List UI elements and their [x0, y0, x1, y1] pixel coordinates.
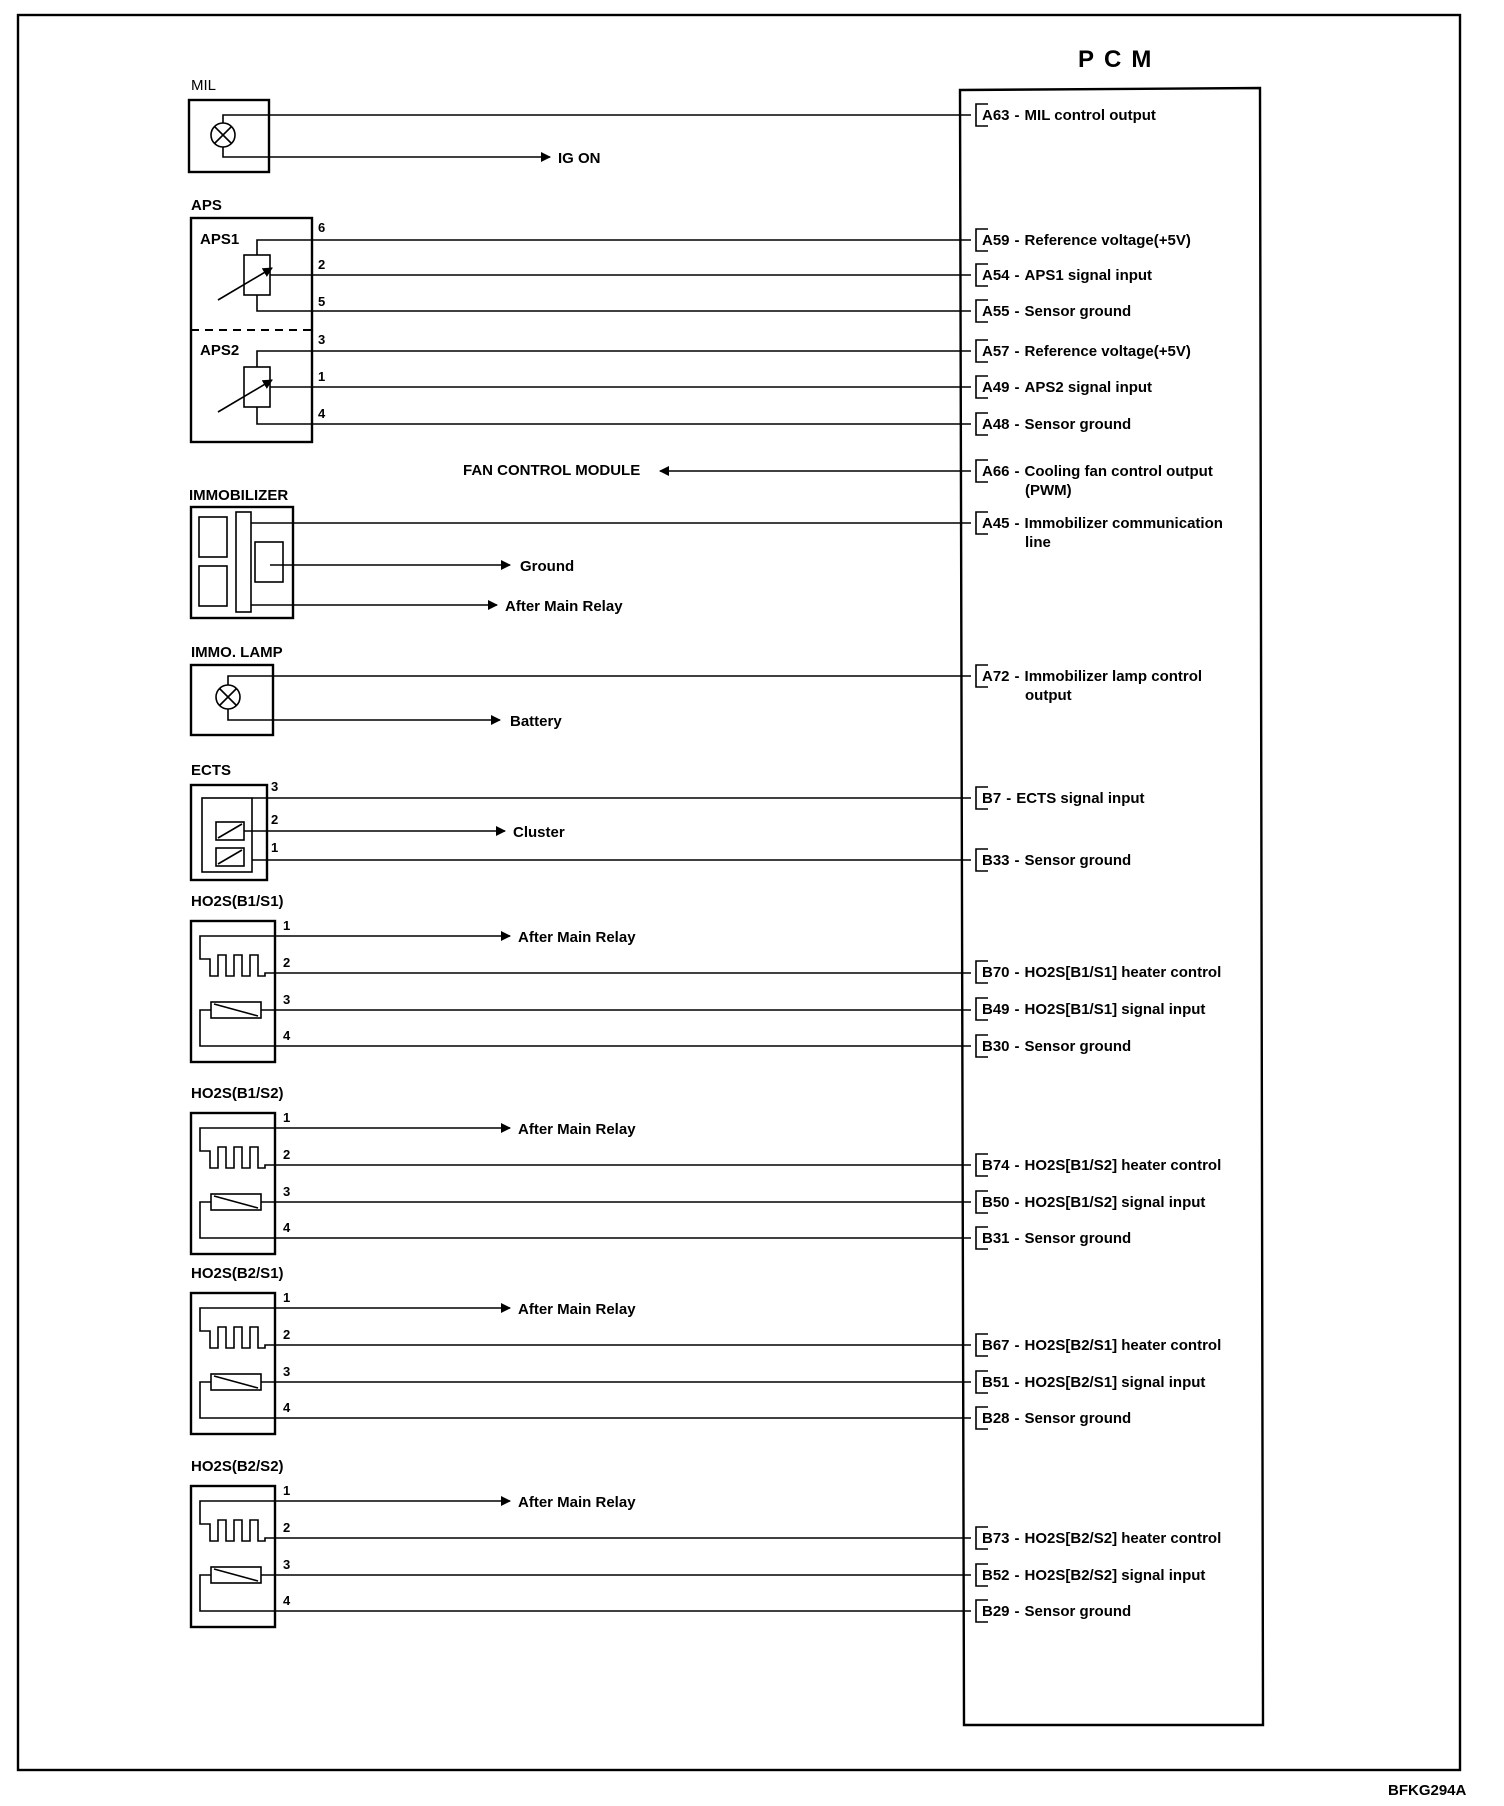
aps-pin: 5	[318, 294, 326, 309]
ho2s-pin: 2	[283, 1520, 291, 1535]
terminal-label: Sensor ground	[1024, 852, 1132, 869]
terminal-label: HO2S[B1/S1] signal input	[1024, 1001, 1206, 1018]
ho2s-pin: 1	[283, 1110, 291, 1125]
lamp-icon	[211, 123, 235, 147]
heater-icon	[200, 1128, 275, 1168]
pcm-terminal-b70	[976, 961, 1221, 983]
terminal-separator: -	[1014, 1337, 1020, 1354]
ho2s-label: HO2S(B2/S1)	[191, 1265, 284, 1282]
pcm-terminal-a49	[976, 376, 1152, 398]
figure-code: BFKG294A	[1388, 1782, 1467, 1799]
terminal-label: Sensor ground	[1024, 1410, 1132, 1427]
ho2s-component	[191, 1265, 971, 1434]
pcm-terminal-b33	[976, 849, 1131, 871]
terminal-label: HO2S[B1/S1] heater control	[1024, 964, 1222, 981]
terminal-label: HO2S[B2/S2] signal input	[1024, 1567, 1206, 1584]
ects-pin: 3	[271, 779, 279, 794]
immo-lamp-component	[191, 644, 971, 735]
terminal-separator: -	[1014, 852, 1020, 869]
terminal-label: MIL control output	[1024, 107, 1156, 124]
terminal-pin: A45	[982, 515, 1010, 532]
terminal-pin: B7	[982, 790, 1002, 807]
pcm-terminal-a48	[976, 413, 1131, 435]
aps-pin: 6	[318, 220, 326, 235]
terminal-text	[982, 964, 1221, 981]
pcm-terminal-b30	[976, 1035, 1131, 1057]
terminal-text	[982, 107, 1156, 124]
fan-control-module-label: FAN CONTROL MODULE	[463, 462, 641, 479]
terminal-text	[982, 1567, 1205, 1584]
after-main-relay-label: After Main Relay	[518, 929, 636, 946]
terminal-label: Reference voltage(+5V)	[1024, 343, 1191, 360]
terminal-text	[982, 1001, 1205, 1018]
pcm-terminals	[976, 104, 1223, 1622]
pcm-terminal-a66	[976, 460, 1213, 499]
terminal-separator: -	[1014, 1374, 1020, 1391]
pcm-terminal-a59	[976, 229, 1191, 251]
terminal-label: Sensor ground	[1024, 1038, 1132, 1055]
ho2s-pin: 2	[283, 1327, 291, 1342]
ects-pin: 2	[271, 812, 279, 827]
terminal-label: Sensor ground	[1024, 1230, 1132, 1247]
fan-control-connection	[463, 462, 971, 479]
ho2s-box	[191, 1486, 275, 1627]
pcm-terminal-b29	[976, 1600, 1131, 1622]
terminal-text	[982, 1410, 1131, 1427]
ho2s-pin: 3	[283, 1364, 291, 1379]
terminal-text	[982, 416, 1131, 433]
ho2s-label: HO2S(B1/S2)	[191, 1085, 284, 1102]
terminal-label-cont: output	[1025, 687, 1072, 704]
lamp-icon	[216, 685, 240, 709]
terminal-text	[982, 1337, 1221, 1354]
terminal-separator: -	[1014, 1530, 1020, 1547]
terminal-pin: B29	[982, 1603, 1010, 1620]
terminal-pin: B74	[982, 1157, 1010, 1174]
terminal-pin: A72	[982, 668, 1010, 685]
ho2s-pin: 1	[283, 1290, 291, 1305]
aps-pin: 2	[318, 257, 326, 272]
aps1-potentiometer-icon	[218, 255, 272, 300]
ho2s-component	[191, 1458, 971, 1627]
thermistor-icon	[216, 822, 244, 866]
ects-pin: 1	[271, 840, 279, 855]
terminal-separator: -	[1014, 1230, 1020, 1247]
aps-component	[191, 197, 971, 442]
pcm-box	[960, 88, 1263, 1725]
after-main-relay-label: After Main Relay	[518, 1494, 636, 1511]
ho2s-pin: 3	[283, 992, 291, 1007]
terminal-label: APS2 signal input	[1024, 379, 1153, 396]
terminal-separator: -	[1014, 515, 1020, 532]
terminal-pin: B52	[982, 1567, 1010, 1584]
terminal-text	[982, 790, 1145, 807]
terminal-separator: -	[1014, 463, 1020, 480]
terminal-pin: B49	[982, 1001, 1010, 1018]
immo-lamp-label: IMMO. LAMP	[191, 644, 283, 661]
pcm-terminal-b28	[976, 1407, 1131, 1429]
oxygen-sensor-icon	[200, 1194, 275, 1238]
terminal-text	[982, 379, 1152, 396]
ho2s-pin: 1	[283, 1483, 291, 1498]
pcm-terminal-b67	[976, 1334, 1221, 1356]
oxygen-sensor-icon	[200, 1002, 275, 1046]
ho2s-pin: 2	[283, 955, 291, 970]
terminal-pin: A66	[982, 463, 1010, 480]
terminal-text	[982, 463, 1213, 480]
pcm-terminal-b74	[976, 1154, 1221, 1176]
terminal-separator: -	[1014, 964, 1020, 981]
mil-label: MIL	[191, 77, 217, 94]
terminal-separator: -	[1014, 668, 1020, 685]
pcm-terminal-b51	[976, 1371, 1205, 1393]
immobilizer-component	[189, 487, 971, 618]
ho2s-pin: 1	[283, 918, 291, 933]
terminal-separator: -	[1014, 1194, 1020, 1211]
terminal-pin: B31	[982, 1230, 1010, 1247]
mil-component	[189, 77, 971, 172]
terminal-label: APS1 signal input	[1024, 267, 1153, 284]
terminal-separator: -	[1014, 107, 1020, 124]
terminal-pin: B28	[982, 1410, 1010, 1427]
ects-component	[191, 762, 971, 880]
ig-on-label: IG ON	[558, 150, 601, 167]
aps2-potentiometer-icon	[218, 367, 272, 412]
pcm-terminal-a54	[976, 264, 1152, 286]
terminal-pin: B67	[982, 1337, 1010, 1354]
terminal-label: Cooling fan control output	[1024, 463, 1213, 480]
heater-icon	[200, 1501, 275, 1541]
terminal-label: Sensor ground	[1024, 416, 1132, 433]
aps-label: APS	[191, 197, 222, 214]
pcm-terminal-b52	[976, 1564, 1205, 1586]
terminal-text	[982, 1603, 1131, 1620]
terminal-label: HO2S[B2/S1] signal input	[1024, 1374, 1206, 1391]
terminal-label: Reference voltage(+5V)	[1024, 232, 1191, 249]
terminal-text	[982, 1230, 1131, 1247]
after-main-relay-label: After Main Relay	[518, 1121, 636, 1138]
pcm-terminal-b73	[976, 1527, 1221, 1549]
terminal-separator: -	[1014, 416, 1020, 433]
terminal-pin: A57	[982, 343, 1010, 360]
ho2s-box	[191, 1113, 275, 1254]
terminal-separator: -	[1014, 1603, 1020, 1620]
ho2s-component	[191, 893, 971, 1062]
ho2s-pin: 3	[283, 1184, 291, 1199]
ho2s-box	[191, 921, 275, 1062]
aps-pin: 1	[318, 369, 326, 384]
terminal-separator: -	[1014, 232, 1020, 249]
ho2s-sensors	[191, 893, 971, 1627]
ho2s-pin: 4	[283, 1028, 291, 1043]
terminal-separator: -	[1014, 303, 1020, 320]
terminal-pin: B73	[982, 1530, 1010, 1547]
terminal-pin: A49	[982, 379, 1010, 396]
terminal-separator: -	[1014, 379, 1020, 396]
ho2s-pin: 4	[283, 1220, 291, 1235]
pcm-terminal-a57	[976, 340, 1191, 362]
terminal-text	[982, 232, 1191, 249]
terminal-text	[982, 1194, 1205, 1211]
terminal-label: Sensor ground	[1024, 303, 1132, 320]
pcm-terminal-b49	[976, 998, 1205, 1020]
terminal-separator: -	[1014, 1157, 1020, 1174]
terminal-separator: -	[1014, 1567, 1020, 1584]
battery-label: Battery	[510, 713, 562, 730]
terminal-text	[982, 852, 1131, 869]
ho2s-pin: 4	[283, 1400, 291, 1415]
heater-icon	[200, 936, 275, 976]
aps-pin: 3	[318, 332, 326, 347]
ho2s-box	[191, 1293, 275, 1434]
pcm-terminal-b7	[976, 787, 1145, 809]
cluster-label: Cluster	[513, 824, 565, 841]
terminal-label-cont: line	[1025, 534, 1051, 551]
ho2s-pin: 4	[283, 1593, 291, 1608]
terminal-text	[982, 1374, 1205, 1391]
terminal-separator: -	[1014, 267, 1020, 284]
terminal-text	[982, 1038, 1131, 1055]
heater-icon	[200, 1308, 275, 1348]
terminal-label: Immobilizer communication	[1024, 515, 1223, 532]
pcm-terminal-b50	[976, 1191, 1205, 1213]
terminal-separator: -	[1014, 1001, 1020, 1018]
after-main-relay-label: After Main Relay	[505, 598, 623, 615]
terminal-label: Immobilizer lamp control	[1024, 668, 1203, 685]
terminal-text	[982, 1157, 1221, 1174]
pcm-terminal-a55	[976, 300, 1131, 322]
pcm-terminal-b31	[976, 1227, 1131, 1249]
pcm-terminal-a72	[976, 665, 1202, 704]
ects-label: ECTS	[191, 762, 232, 779]
ho2s-label: HO2S(B2/S2)	[191, 1458, 284, 1475]
terminal-label-cont: (PWM)	[1025, 482, 1072, 499]
terminal-label: HO2S[B2/S2] heater control	[1024, 1530, 1222, 1547]
terminal-separator: -	[1014, 1410, 1020, 1427]
terminal-text	[982, 668, 1202, 685]
oxygen-sensor-icon	[200, 1567, 275, 1611]
terminal-label: Sensor ground	[1024, 1603, 1132, 1620]
terminal-text	[982, 267, 1152, 284]
terminal-pin: A63	[982, 107, 1010, 124]
terminal-pin: B51	[982, 1374, 1010, 1391]
pcm-terminal-a45	[976, 512, 1223, 551]
ho2s-label: HO2S(B1/S1)	[191, 893, 284, 910]
terminal-separator: -	[1006, 790, 1012, 807]
pcm-terminal-a63	[976, 104, 1156, 126]
terminal-text	[982, 515, 1223, 532]
terminal-label: ECTS signal input	[1016, 790, 1145, 807]
terminal-pin: B33	[982, 852, 1010, 869]
after-main-relay-label: After Main Relay	[518, 1301, 636, 1318]
terminal-separator: -	[1014, 343, 1020, 360]
terminal-pin: B50	[982, 1194, 1010, 1211]
oxygen-sensor-icon	[200, 1374, 275, 1418]
ho2s-pin: 3	[283, 1557, 291, 1572]
immobilizer-label: IMMOBILIZER	[189, 487, 289, 504]
terminal-pin: A48	[982, 416, 1010, 433]
aps1-label: APS1	[200, 231, 240, 248]
terminal-separator: -	[1014, 1038, 1020, 1055]
ground-label: Ground	[520, 558, 575, 575]
terminal-pin: A54	[982, 267, 1010, 284]
ho2s-pin: 2	[283, 1147, 291, 1162]
terminal-label: HO2S[B1/S2] signal input	[1024, 1194, 1206, 1211]
ho2s-component	[191, 1085, 971, 1254]
terminal-text	[982, 303, 1131, 320]
terminal-text	[982, 343, 1191, 360]
terminal-text	[982, 1530, 1221, 1547]
aps-pin: 4	[318, 406, 326, 421]
mil-box	[189, 100, 269, 172]
pcm-title: PCM	[1078, 46, 1162, 73]
terminal-pin: B70	[982, 964, 1010, 981]
terminal-label: HO2S[B1/S2] heater control	[1024, 1157, 1222, 1174]
aps2-label: APS2	[200, 342, 240, 359]
terminal-pin: B30	[982, 1038, 1010, 1055]
terminal-pin: A59	[982, 232, 1010, 249]
terminal-label: HO2S[B2/S1] heater control	[1024, 1337, 1222, 1354]
terminal-pin: A55	[982, 303, 1010, 320]
